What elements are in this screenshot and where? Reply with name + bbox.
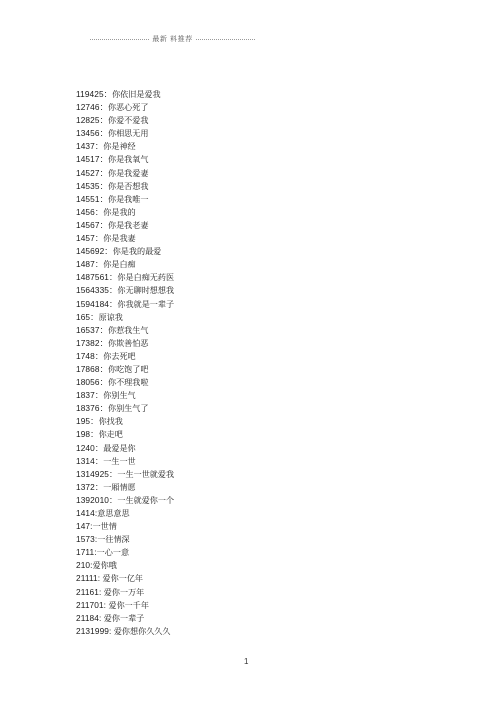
- list-item: [76, 389, 174, 402]
- code-number: 1457: [76, 233, 95, 244]
- list-item: [76, 533, 174, 546]
- code-meaning: 爱你一亿年: [102, 573, 144, 584]
- list-item: [76, 402, 174, 415]
- code-meaning: 你是我的最爱: [112, 246, 162, 257]
- list-item: [76, 180, 174, 193]
- code-number: 1456: [76, 206, 95, 217]
- separator: ：: [94, 442, 104, 453]
- code-number: 1711: [76, 547, 95, 558]
- code-meaning: 你找我: [98, 416, 123, 427]
- list-item: [76, 520, 174, 533]
- list-item: [76, 625, 174, 638]
- list-item: [76, 507, 174, 520]
- list-item: [76, 363, 174, 376]
- separator: ：: [94, 481, 104, 492]
- code-number: 14527: [76, 167, 100, 178]
- separator: ：: [99, 180, 108, 191]
- list-item: [76, 442, 174, 455]
- separator: ：: [90, 416, 99, 427]
- code-meaning: 爱你哦: [92, 560, 117, 571]
- code-meaning: 一生一世就爱我: [117, 468, 175, 479]
- separator: ：: [94, 350, 104, 361]
- code-meaning: 你走吧: [98, 429, 123, 440]
- list-item: [76, 324, 174, 337]
- code-number: 18376: [76, 403, 100, 414]
- separator: ：: [99, 324, 108, 335]
- code-meaning-list: [76, 88, 174, 638]
- list-item: [76, 586, 174, 599]
- list-item: [76, 311, 174, 324]
- code-number: 1392010: [76, 494, 110, 505]
- header-text: 最新 料推荐: [152, 35, 193, 43]
- separator: :: [98, 612, 104, 623]
- code-number: 21161: [76, 586, 99, 597]
- code-meaning: 你去死吧: [103, 350, 136, 361]
- separator: :: [98, 586, 104, 597]
- code-number: 1573: [76, 534, 95, 545]
- code-number: 13456: [76, 128, 100, 139]
- code-number: 119425: [76, 89, 104, 99]
- separator: ：: [94, 455, 104, 466]
- list-item: [76, 193, 174, 206]
- separator: ：: [94, 390, 104, 401]
- separator: ：: [109, 298, 118, 309]
- code-meaning: 一世情: [92, 521, 117, 532]
- separator: ：: [99, 193, 108, 204]
- list-item: [76, 153, 174, 166]
- separator: ：: [99, 363, 108, 374]
- list-item: [76, 337, 174, 350]
- code-meaning: 你是神经: [103, 141, 136, 152]
- code-meaning: 你别生气: [103, 390, 136, 401]
- list-item: [76, 232, 174, 245]
- code-meaning: 爱你一万年: [103, 586, 145, 597]
- list-item: [76, 219, 174, 232]
- code-number: 16537: [76, 324, 100, 335]
- separator: ：: [109, 468, 118, 479]
- code-meaning: 你欺善怕恶: [107, 337, 149, 348]
- list-item: [76, 101, 174, 114]
- code-number: 165: [76, 311, 91, 322]
- code-meaning: 爱你一辈子: [103, 612, 145, 623]
- code-number: 12825: [76, 115, 100, 126]
- code-meaning: 你是我的: [103, 206, 136, 217]
- code-meaning: 你无聊时想想我: [117, 285, 175, 296]
- code-number: 145692: [76, 246, 105, 257]
- separator: :: [103, 599, 109, 610]
- code-number: 1240: [76, 442, 95, 453]
- code-number: 17868: [76, 363, 100, 374]
- separator: :: [94, 534, 98, 545]
- list-item: [76, 376, 174, 389]
- separator: ：: [99, 337, 108, 348]
- code-number: 1314925: [76, 468, 110, 479]
- separator: ：: [109, 494, 118, 505]
- code-meaning: 一心一意: [96, 547, 130, 558]
- code-number: 14535: [76, 180, 100, 191]
- separator: ：: [104, 246, 113, 257]
- list-item: [76, 88, 174, 101]
- code-meaning: 一生就爱你一个: [117, 494, 175, 505]
- code-meaning: 你是白痴: [103, 259, 136, 270]
- code-number: 210: [76, 560, 91, 571]
- separator: ：: [99, 115, 108, 126]
- list-item: [76, 612, 174, 625]
- code-number: 1594184: [76, 298, 110, 309]
- list-item: [76, 481, 174, 494]
- separator: ：: [109, 285, 118, 296]
- code-number: 1372: [76, 481, 95, 492]
- list-item: [76, 127, 174, 140]
- list-item: [76, 114, 174, 127]
- code-meaning: 你是白痴无药医: [117, 272, 175, 283]
- separator: ：: [94, 259, 104, 270]
- separator: :: [90, 521, 93, 532]
- code-meaning: 你是我唯一: [107, 193, 149, 204]
- separator: ：: [99, 128, 108, 139]
- code-number: 14551: [76, 193, 100, 204]
- code-meaning: 一厢情愿: [103, 481, 136, 492]
- code-meaning: 你是我老妻: [107, 219, 149, 230]
- code-number: 195: [76, 416, 91, 427]
- code-number: 1487561: [76, 272, 110, 283]
- list-item: [76, 298, 174, 311]
- separator: ：: [90, 429, 99, 440]
- separator: ：: [99, 377, 108, 388]
- separator: :: [94, 547, 97, 558]
- code-meaning: 你相思无用: [107, 128, 149, 139]
- list-item: [76, 206, 174, 219]
- code-meaning: 你是我氧气: [107, 154, 149, 165]
- separator: ：: [109, 272, 118, 283]
- code-meaning: 你吃饱了吧: [107, 363, 149, 374]
- separator: ：: [94, 206, 104, 217]
- code-meaning: 你爱不爱我: [107, 115, 149, 126]
- list-item: [76, 494, 174, 507]
- list-item: [76, 599, 174, 612]
- code-meaning: 你是否想我: [107, 180, 149, 191]
- code-number: 18056: [76, 377, 100, 388]
- list-item: [76, 350, 174, 363]
- list-item: [76, 167, 174, 180]
- list-item: [76, 546, 174, 559]
- code-number: 2131999: [76, 625, 110, 636]
- code-number: 17382: [76, 337, 100, 348]
- code-meaning: 一往情深: [97, 534, 130, 545]
- separator: :: [90, 560, 93, 571]
- list-item: [76, 572, 174, 585]
- list-item: [76, 271, 174, 284]
- list-item: [76, 140, 174, 153]
- code-number: 198: [76, 429, 91, 440]
- code-number: 1837: [76, 390, 95, 401]
- list-item: [76, 415, 174, 428]
- code-number: 1748: [76, 350, 95, 361]
- code-number: 1487: [76, 259, 95, 270]
- separator: :: [109, 625, 114, 636]
- code-meaning: 爱你想你久久久: [113, 625, 171, 636]
- code-meaning: 最爱是你: [103, 442, 136, 453]
- separator: ：: [103, 89, 113, 99]
- separator: ：: [99, 102, 108, 113]
- code-number: 1314: [76, 455, 95, 466]
- code-meaning: 你不理我啦: [107, 377, 149, 388]
- code-meaning: 你惹我生气: [107, 324, 149, 335]
- code-number: 12746: [76, 102, 100, 113]
- list-item: [76, 284, 174, 297]
- separator: ：: [99, 219, 108, 230]
- separator: ：: [99, 403, 108, 414]
- code-number: 1414: [76, 508, 95, 518]
- code-number: 1437: [76, 141, 95, 152]
- separator: :: [97, 573, 103, 584]
- code-meaning: 一生一世: [103, 455, 136, 466]
- separator: ：: [99, 154, 108, 165]
- code-meaning: 你别生气了: [107, 403, 149, 414]
- separator: ：: [99, 167, 108, 178]
- code-meaning: 你我就是一辈子: [117, 298, 175, 309]
- list-item: [76, 245, 174, 258]
- page-number: 1: [244, 657, 249, 666]
- page-header: [90, 33, 255, 45]
- separator: ：: [94, 141, 104, 152]
- list-item: [76, 428, 174, 441]
- code-meaning: 你是我爱妻: [107, 167, 149, 178]
- separator: ：: [94, 233, 104, 244]
- code-meaning: 你是我妻: [103, 233, 136, 244]
- header-rule-left: [90, 39, 149, 40]
- separator: ：: [90, 311, 99, 322]
- code-meaning: 原谅我: [98, 311, 123, 322]
- code-number: 147: [76, 521, 91, 532]
- code-number: 14567: [76, 219, 100, 230]
- list-item: [76, 559, 174, 572]
- header-rule-right: [196, 39, 255, 40]
- list-item: [76, 468, 174, 481]
- list-item: [76, 455, 174, 468]
- code-number: 14517: [76, 154, 100, 165]
- code-meaning: 你依旧是爱我: [112, 89, 161, 99]
- code-meaning: 你恶心死了: [107, 102, 149, 113]
- code-meaning: 意思意思: [97, 508, 130, 518]
- code-meaning: 爱你一千年: [108, 599, 149, 610]
- separator: :: [94, 508, 98, 518]
- code-number: 211701: [76, 599, 104, 610]
- code-number: 21184: [76, 612, 99, 623]
- code-number: 1564335: [76, 285, 110, 296]
- list-item: [76, 258, 174, 271]
- code-number: 21111: [76, 573, 98, 584]
